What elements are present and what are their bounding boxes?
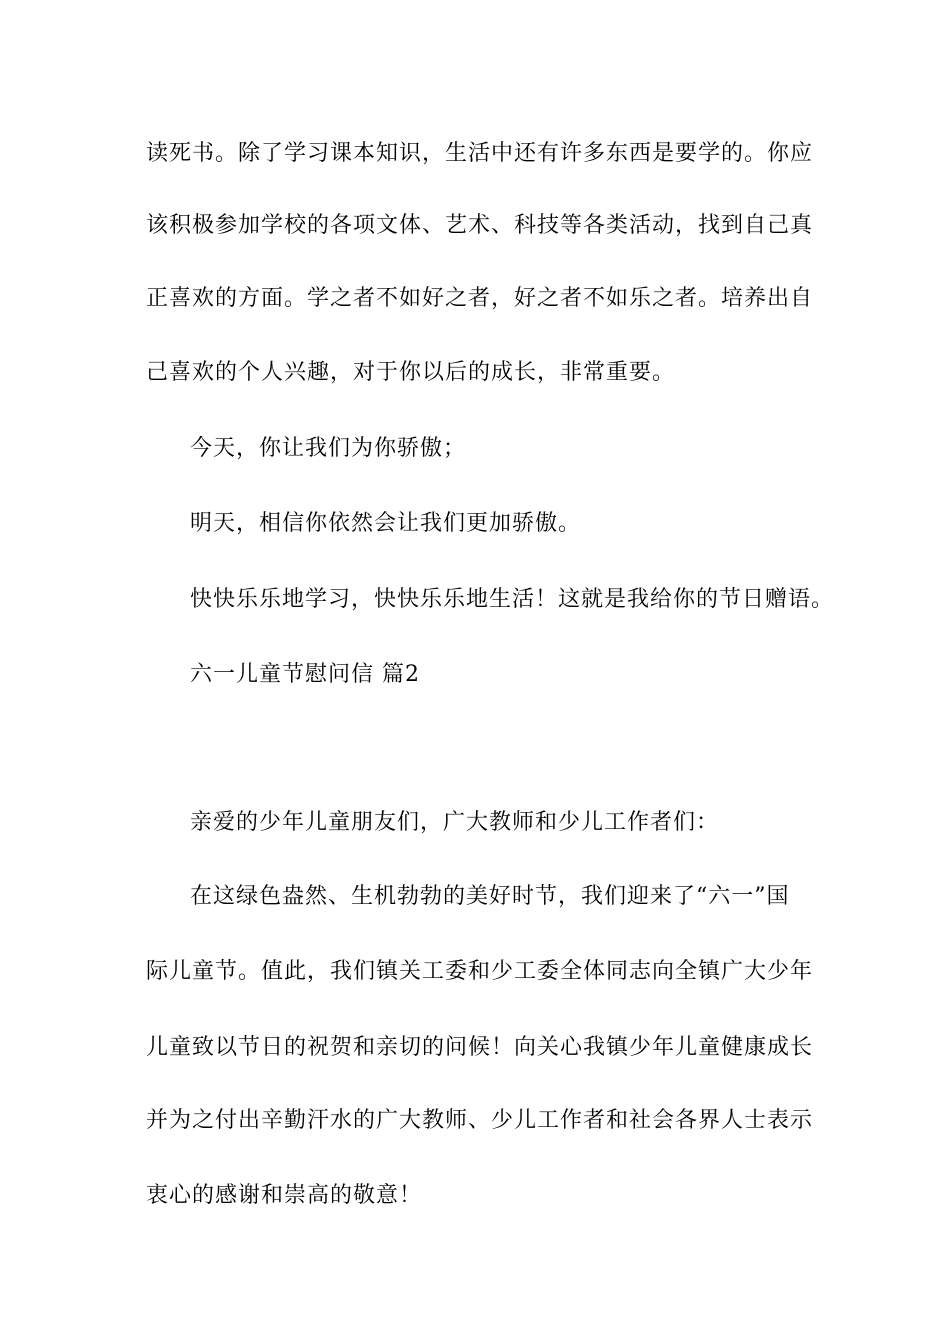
body-text-line: 正喜欢的方面。学之者不如好之者，好之者不如乐之者。培养出自 bbox=[146, 286, 814, 311]
section-title: 六一儿童节慰问信 篇2 bbox=[190, 662, 420, 687]
body-text-line: 衷心的感谢和崇高的敬意！ bbox=[146, 1183, 423, 1208]
body-text-line: 并为之付出辛勤汗水的广大教师、少儿工作者和社会各界人士表示 bbox=[146, 1108, 814, 1133]
paragraph-tomorrow: 明天，相信你依然会让我们更加骄傲。 bbox=[190, 511, 582, 536]
paragraph-today: 今天，你让我们为你骄傲； bbox=[190, 436, 467, 461]
body-text-line: 际儿童节。值此，我们镇关工委和少工委全体同志向全镇广大少年 bbox=[146, 959, 814, 984]
body-text-line: 读死书。除了学习课本知识，生活中还有许多东西是要学的。你应 bbox=[146, 141, 814, 166]
body-text-line: 该积极参加学校的各项文体、艺术、科技等各类活动，找到自己真 bbox=[146, 213, 814, 238]
body-text-line: 儿童致以节日的祝贺和亲切的问候！向关心我镇少年儿童健康成长 bbox=[146, 1035, 814, 1060]
body-text-line: 在这绿色盎然、生机勃勃的美好时节，我们迎来了“六一”国 bbox=[190, 884, 790, 909]
body-text-line: 己喜欢的个人兴趣，对于你以后的成长，非常重要。 bbox=[146, 360, 676, 385]
salutation: 亲爱的少年儿童朋友们，广大教师和少儿工作者们： bbox=[190, 810, 720, 835]
paragraph-wish: 快快乐乐地学习，快快乐乐地生活！这就是我给你的节日赠语。 bbox=[190, 587, 835, 612]
